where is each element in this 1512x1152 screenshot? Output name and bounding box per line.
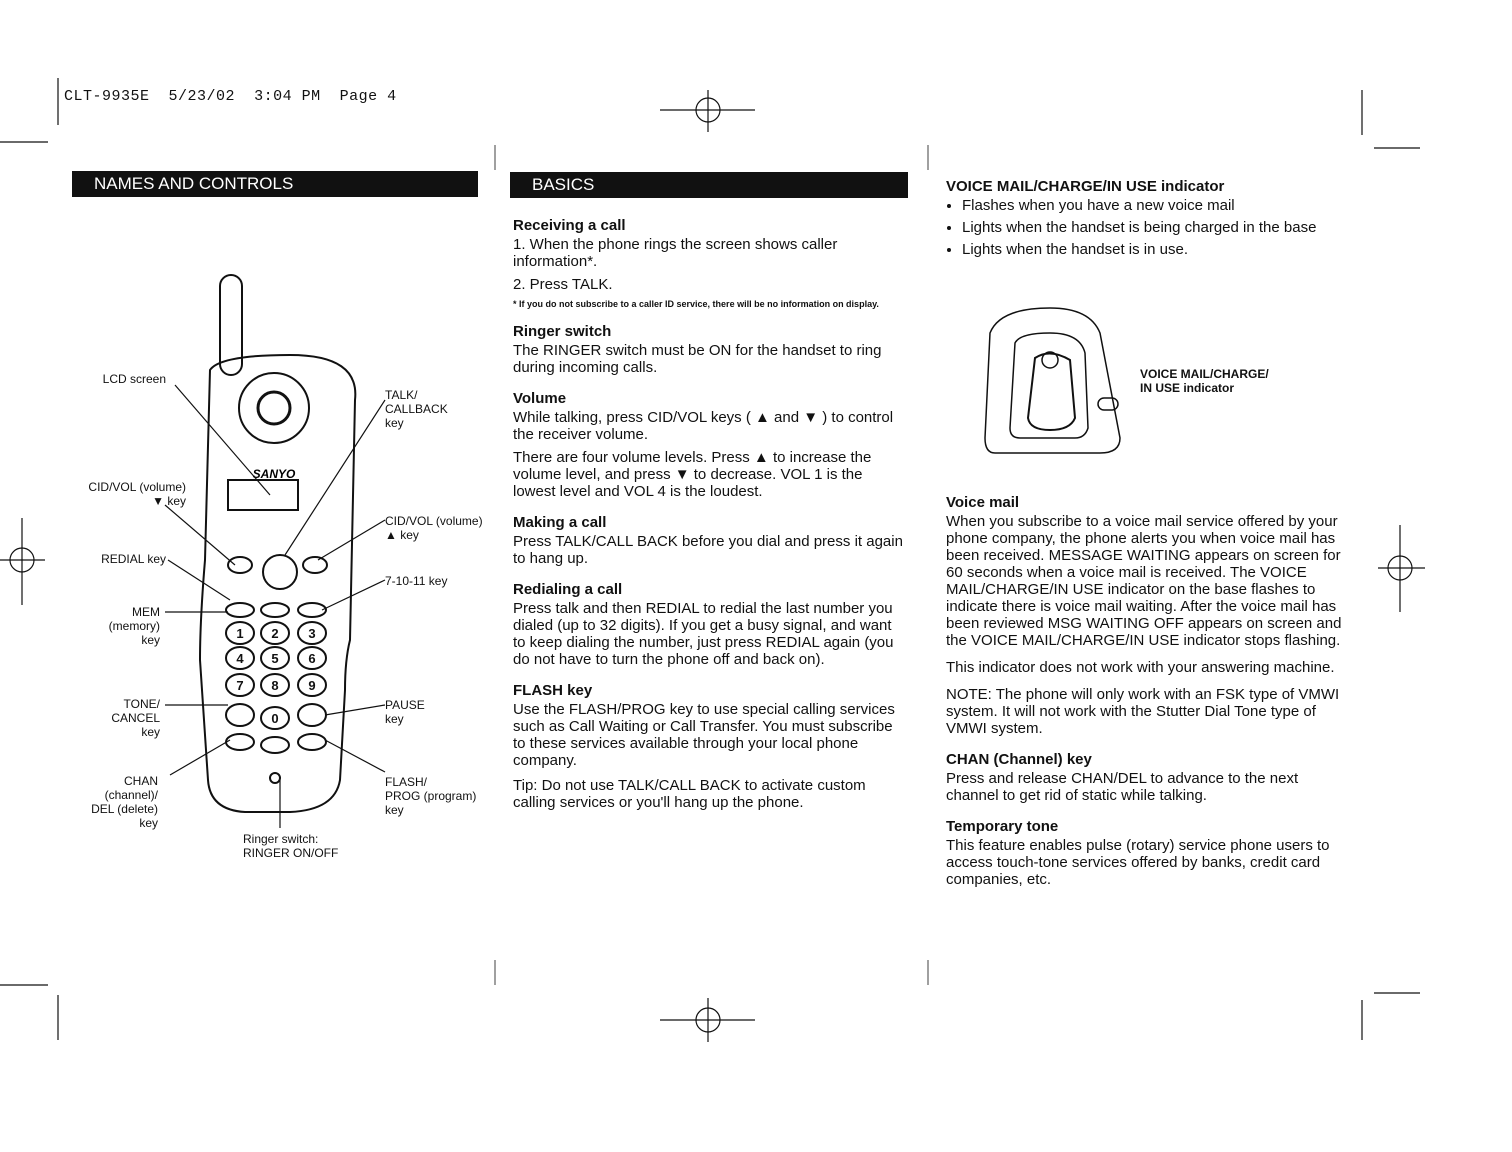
tip-text: Tip: Do not use TALK/CALL BACK to activate custom calling services or you'll hang up the phone. (513, 777, 866, 811)
label-cidvol-down: CID/VOL (volume) ▼ key (88, 480, 186, 508)
flash-text: Use the FLASH/PROG key to use special calling services such as Call Waiting or Call Transfer. You must subscribe to these services available through your local phone company. (513, 701, 895, 769)
svg-text:4: 4 (236, 651, 244, 666)
print-header (64, 88, 397, 105)
receiving-step-2: 2. Press TALK. (513, 276, 613, 293)
indicator-bullet: • Lights when the handset is in use. (962, 241, 1344, 258)
heading-temp-tone: Temporary tone (946, 818, 1059, 835)
voicemail-text: When you subscribe to a voice mail service offered by your phone company, the phone alerts you when voice mail has been received. MESSAGE WAITING appears on screen for 60 seconds when a voice mail is received. The VOICE MAIL/CHARGE/IN USE indicator on the base flashes to indicate there is voice mail waiting. After the voice mail has been reviewed MSG WAITING OFF appears on screen and the VOICE MAIL/CHARGE/IN USE indicator stops flashing. (946, 513, 1342, 649)
volume-text-1: While talking, press CID/VOL keys ( ▲ and ▼ ) to control the receiver volume. (513, 409, 894, 443)
heading-voice-mail: Voice mail (946, 494, 1020, 511)
temp-text: This feature enables pulse (rotary) service phone users to access touch-tone services offered by banks, credit card companies, etc. (946, 837, 1330, 888)
svg-text:9: 9 (308, 678, 316, 693)
svg-text:7: 7 (236, 678, 244, 693)
header-time: 3:04 PM (254, 88, 321, 105)
header-file: CLT-9935E (64, 88, 150, 105)
label-talk-callback: TALK/ CALLBACK key (385, 388, 448, 430)
receiving-note: * If you do not subscribe to a caller ID service, there will be no information on display. (513, 299, 879, 309)
making-text: Press TALK/CALL BACK before you dial and press it again to hang up. (513, 533, 903, 567)
svg-text:2: 2 (271, 626, 279, 641)
heading-making: Making a call (513, 514, 607, 531)
label-chan-del: CHAN (channel)/ DEL (delete) key (91, 774, 158, 830)
redial-text: Press talk and then REDIAL to redial the last number you dialed (up to 32 digits). If you get a busy signal, and want to keep dialing the number, just press REDIAL again (you do not have to turn the phone off and back on). (513, 600, 894, 668)
header-date: 5/23/02 (168, 88, 236, 105)
note-text: NOTE: The phone will only work with an FSK type of VMWI system. It will not work with the Stutter Dial Tone type of VMWI system. (946, 686, 1340, 737)
svg-text:5: 5 (271, 651, 279, 666)
right-column (946, 178, 1344, 263)
label-lcd-screen: LCD screen (102, 372, 166, 386)
label-redial: REDIAL key (101, 552, 166, 566)
heading-ringer: Ringer switch (513, 323, 612, 340)
svg-text:6: 6 (308, 651, 316, 666)
heading-chan: CHAN (Channel) key (946, 751, 1092, 768)
label-base-indicator: VOICE MAIL/CHARGE/ IN USE indicator (1140, 367, 1269, 395)
heading-receiving: Receiving a call (513, 217, 626, 234)
heading-flash: FLASH key (513, 682, 593, 699)
indicator-bullets (946, 197, 1344, 258)
right-column-lower (946, 480, 1346, 894)
label-mem: MEM (memory) key (108, 605, 160, 647)
chan-text: Press and release CHAN/DEL to advance to the next channel to get rid of static while talking. (946, 770, 1299, 804)
heading-redial: Redialing a call (513, 581, 623, 598)
svg-text:0: 0 (271, 711, 279, 726)
base-diagram (980, 298, 1130, 458)
indicator-bullet: • Flashes when you have a new voice mail (962, 197, 1344, 214)
ringer-text: The RINGER switch must be ON for the handset to ring during incoming calls. (513, 342, 882, 376)
phone-brand: SANYO (252, 467, 296, 481)
volume-text-2: There are four volume levels. Press ▲ to increase the volume level, and press ▼ to decrease. VOL 1 is the lowest level and VOL 4 is the loudest. (513, 449, 872, 500)
label-ringer-switch: Ringer switch: RINGER ON/OFF (243, 832, 339, 860)
header-page: Page 4 (339, 88, 397, 105)
label-7-10-11: 7-10-11 key (385, 574, 448, 588)
heading-indicator: VOICE MAIL/CHARGE/IN USE indicator (946, 178, 1225, 195)
svg-text:8: 8 (271, 678, 279, 693)
receiving-step-1: 1. When the phone rings the screen shows caller information*. (513, 236, 838, 270)
label-tone-cancel: TONE/ CANCEL key (111, 697, 160, 739)
label-flash-prog: FLASH/ PROG (program) key (385, 775, 477, 817)
svg-text:1: 1 (236, 626, 244, 641)
section-title-basics: BASICS (510, 172, 908, 198)
label-cidvol-up: CID/VOL (volume) ▲ key (385, 514, 483, 542)
section-title-names-controls: NAMES AND CONTROLS (72, 171, 478, 197)
answering-text: This indicator does not work with your answering machine. (946, 659, 1335, 676)
svg-text:3: 3 (308, 626, 316, 641)
heading-volume: Volume (513, 390, 567, 407)
label-pause: PAUSE key (385, 698, 425, 726)
indicator-bullet: • Lights when the handset is being charged in the base (962, 219, 1344, 236)
basics-column (513, 205, 908, 817)
